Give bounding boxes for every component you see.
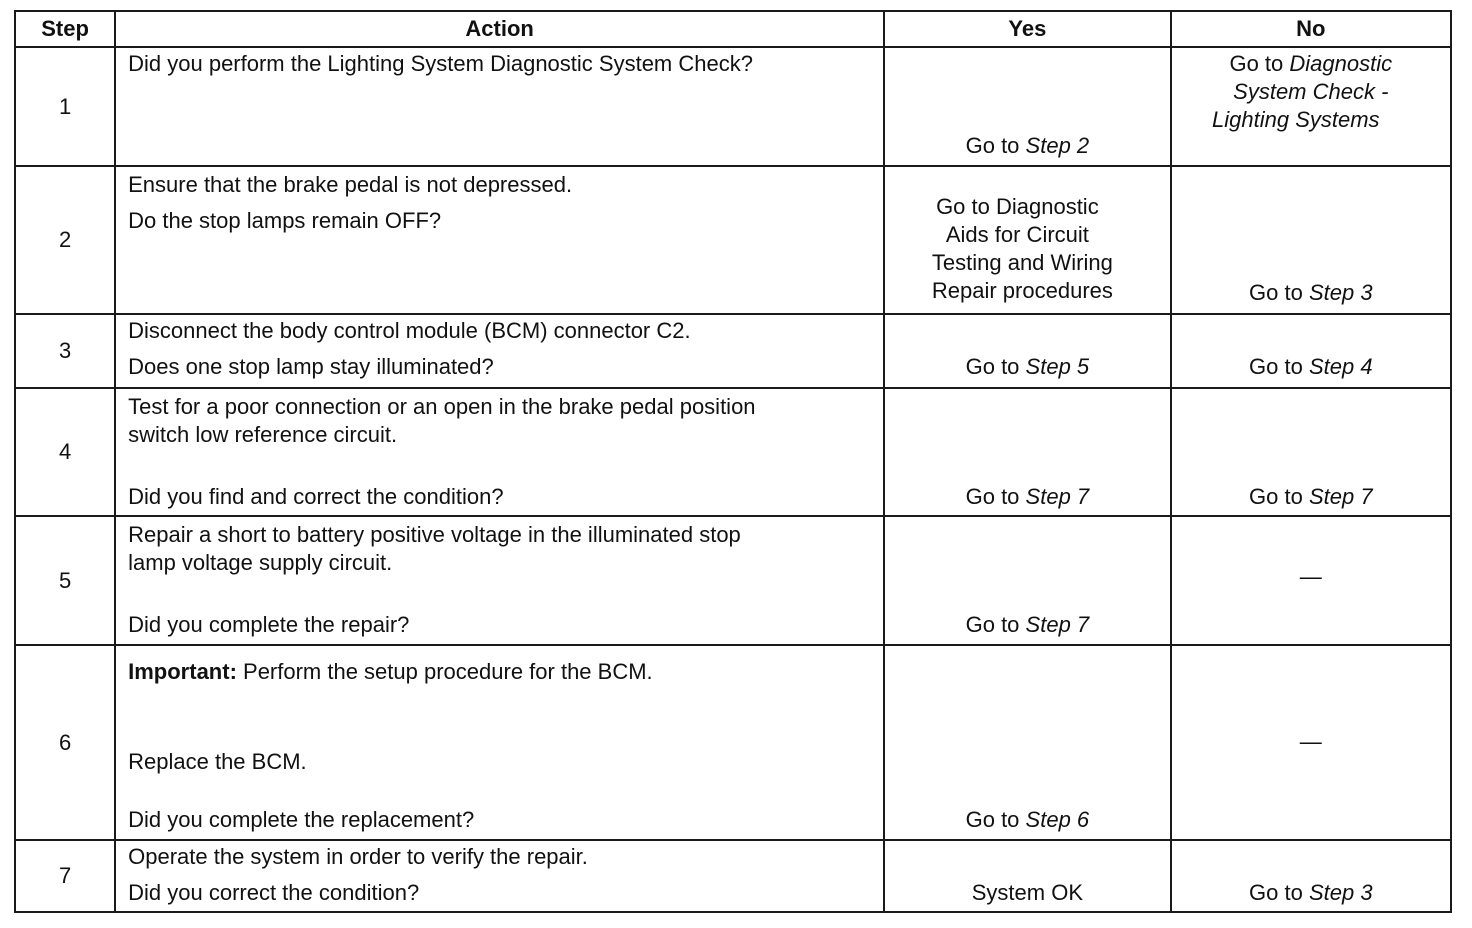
action-cell (115, 840, 884, 912)
action-line: Operate the system in order to verify the repair. (128, 844, 588, 869)
action-question: Did you correct the condition? (128, 880, 420, 905)
no-cell (1171, 47, 1451, 166)
action-line: switch low reference circuit. (128, 422, 398, 447)
yes-cell (884, 166, 1170, 314)
action-cell (115, 388, 884, 516)
table-row (15, 840, 1451, 912)
yes-result-line: Testing and Wiring (931, 250, 1113, 275)
action-question: Does one stop lamp stay illuminated? (128, 354, 494, 379)
step-number: 6 (15, 645, 115, 840)
step-number: 4 (15, 388, 115, 516)
step-number: 7 (15, 840, 115, 912)
diagnostic-table (14, 10, 1452, 913)
important-note: Important: Perform the setup procedure for the BCM. (128, 659, 653, 684)
header-no: No (1171, 11, 1451, 47)
yes-cell (884, 645, 1170, 840)
yes-cell (884, 388, 1170, 516)
no-result-line: System Check - (1233, 79, 1389, 104)
action-line: Ensure that the brake pedal is not depressed. (128, 172, 573, 197)
yes-result: Go to Step 7 (965, 612, 1090, 637)
action-question: Do the stop lamps remain OFF? (128, 208, 442, 233)
no-result-dash: — (1299, 564, 1322, 589)
yes-result-line: Aids for Circuit (945, 222, 1089, 247)
action-cell (115, 166, 884, 314)
step-number: 3 (15, 314, 115, 388)
no-result: Go to Step 3 (1249, 880, 1373, 905)
no-result-line: Lighting Systems (1212, 107, 1380, 132)
yes-result-line: Go to Diagnostic (936, 194, 1099, 219)
action-line: Disconnect the body control module (BCM) connector C2. (128, 318, 691, 343)
table-row (15, 47, 1451, 166)
no-cell (1171, 516, 1451, 645)
no-cell (1171, 388, 1451, 516)
action-cell (115, 516, 884, 645)
action-line: Repair a short to battery positive voltage in the illuminated stop (128, 522, 741, 547)
action-line: Replace the BCM. (128, 749, 307, 774)
action-line: lamp voltage supply circuit. (128, 550, 393, 575)
no-cell (1171, 645, 1451, 840)
step-number: 1 (15, 47, 115, 166)
no-result: Go to Step 4 (1249, 354, 1373, 379)
yes-result: Go to Step 7 (965, 484, 1090, 509)
table-row (15, 388, 1451, 516)
action-line: Did you perform the Lighting System Diagnostic System Check? (128, 51, 753, 76)
no-result: Go to Step 3 (1249, 280, 1373, 305)
yes-result: Go to Step 2 (965, 133, 1090, 158)
yes-cell (884, 840, 1170, 912)
header-row (15, 11, 1451, 47)
yes-result: System OK (971, 880, 1083, 905)
action-cell (115, 314, 884, 388)
table-row (15, 166, 1451, 314)
no-result-dash: — (1299, 729, 1322, 754)
action-cell (115, 47, 884, 166)
yes-result-line: Repair procedures (931, 278, 1113, 303)
action-line: Test for a poor connection or an open in the brake pedal position (128, 394, 756, 419)
action-question: Did you find and correct the condition? (128, 484, 504, 509)
important-label: Important: (128, 659, 237, 684)
yes-cell (884, 47, 1170, 166)
yes-cell (884, 516, 1170, 645)
action-question: Did you complete the replacement? (128, 807, 475, 832)
header-yes: Yes (884, 11, 1170, 47)
table-row (15, 645, 1451, 840)
no-cell (1171, 840, 1451, 912)
no-cell (1171, 166, 1451, 314)
table-row (15, 314, 1451, 388)
no-cell (1171, 314, 1451, 388)
header-step: Step (15, 11, 115, 47)
step-number: 2 (15, 166, 115, 314)
table-row (15, 516, 1451, 645)
yes-result: Go to Step 5 (965, 354, 1090, 379)
header-action: Action (115, 11, 884, 47)
action-cell (115, 645, 884, 840)
step-number: 5 (15, 516, 115, 645)
no-result: Go to Diagnostic (1229, 51, 1393, 76)
yes-result: Go to Step 6 (965, 807, 1090, 832)
no-result: Go to Step 7 (1249, 484, 1373, 509)
yes-cell (884, 314, 1170, 388)
action-question: Did you complete the repair? (128, 612, 410, 637)
